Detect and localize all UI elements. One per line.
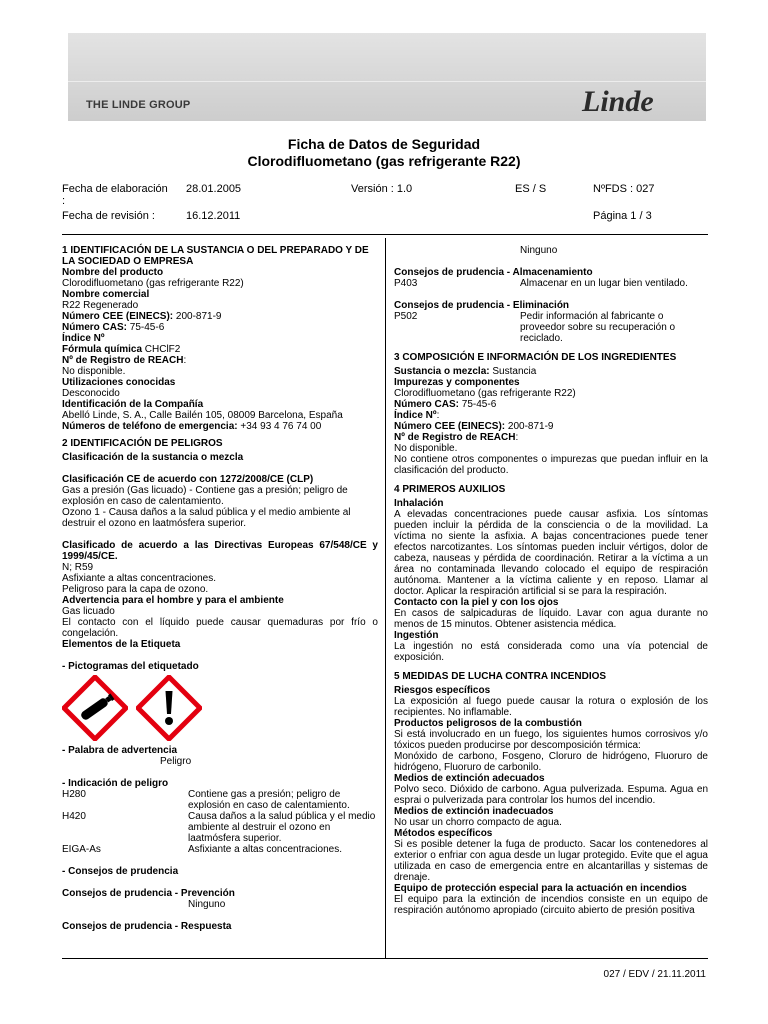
impurities-value: Clorodifluometano (gas refrigerante R22) xyxy=(394,388,576,399)
section-1-title: 1 IDENTIFICACIÓN DE LA SUSTANCIA O DEL PREPARADO Y DE LA SOCIEDAD O EMPRESA xyxy=(62,245,369,267)
cee-label: Número CEE (EINECS): xyxy=(62,311,174,322)
storage-row xyxy=(394,278,708,289)
section-5-title: 5 MEDIDAS DE LUCHA CONTRA INCENDIOS xyxy=(394,671,607,682)
hazard-text: Asfixiante a altas concentraciones. xyxy=(188,844,342,855)
unsuitable-extinguishing-label: Medios de extinción inadecuados xyxy=(394,806,554,817)
reach-label: Nº de Registro de REACH xyxy=(394,432,516,443)
formula-value: CHClF2 xyxy=(142,344,181,355)
specific-risks-label: Riesgos específicos xyxy=(394,685,491,696)
pictogram-label: - Pictogramas del etiquetado xyxy=(62,661,199,672)
footer-code: 027 / EDV / 21.11.2011 xyxy=(603,969,706,980)
specific-methods-label: Métodos específicos xyxy=(394,828,493,839)
index-label: Índice Nº xyxy=(394,410,437,421)
company-value: Abelló Linde, S. A., Calle Bailén 105, 08009 Barcelona, España xyxy=(62,410,343,421)
inhalation-text: A elevadas concentraciones puede causar asfixia. Los síntomas pueden incluir la pérdida de la consciencia o de la movilidad. La víctima no siente la asfixia. A bajas concentraciones puede tener efectos narcotizantes. Los síntomas pueden incluir vértigos, dolor de cabeza, nauseas y pérdida de coordinación. Retirar a la víctima a un área no contaminada llevando colocado el equipo de respiración autónoma. Mantener a la víctima caliente y en reposo. Llamar al doctor. Aplicar la respiración artificial si se para la respiración. xyxy=(394,509,708,597)
combustion-products-label: Productos peligrosos de la combustión xyxy=(394,718,582,729)
header-banner xyxy=(68,33,706,121)
index-colon: : xyxy=(436,410,440,421)
inhalation-label: Inhalación xyxy=(394,498,444,509)
reach-label: Nº de Registro de REACH xyxy=(62,355,184,366)
uses-label: Utilizaciones conocidas xyxy=(62,377,176,388)
cee-row-2 xyxy=(394,421,708,432)
product-name: Clorodifluometano (gas refrigerante R22) xyxy=(62,278,244,289)
page-number: Página 1 / 3 xyxy=(593,210,652,222)
trade-name: R22 Regenerado xyxy=(62,300,139,311)
title-line-2: Clorodifluometano (gas refrigerante R22) xyxy=(247,153,521,169)
substance-value: Sustancia xyxy=(489,366,537,377)
clp-1: Gas a presión (Gas licuado) - Contiene gas a presión; peligro de explosión en caso de calentamiento. xyxy=(62,485,348,507)
no-other-components: No contiene otros componentes o impurezas que puedan influir en la clasificación del producto. xyxy=(394,454,708,476)
left-column xyxy=(62,245,378,932)
hazard-row xyxy=(62,844,378,855)
index-row-2 xyxy=(394,410,708,421)
top-rule xyxy=(62,234,708,235)
reach-colon: : xyxy=(515,432,519,443)
protective-equipment-label: Equipo de protección especial para la actuación en incendios xyxy=(394,883,687,894)
signal-word: Peligro xyxy=(160,756,192,767)
phone-label: Números de teléfono de emergencia: xyxy=(62,421,238,432)
extinguishing-text: Polvo seco. Dióxido de carbono. Agua pulverizada. Espuma. Agua en esprai o pulverizada para controlar los humos del incendio. xyxy=(394,784,708,806)
storage-label: Consejos de prudencia - Almacenamiento xyxy=(394,267,593,278)
right-column xyxy=(394,245,708,916)
precaution-label: - Consejos de prudencia xyxy=(62,866,179,877)
protective-equipment-text: El equipo para la extinción de incendios consiste en un equipo de respiración autónomo apropiado (circuito abierto de presión positiva xyxy=(394,894,708,916)
hazard-row xyxy=(62,811,378,844)
document-title xyxy=(0,136,768,170)
warning-2: El contacto con el líquido puede causar quemaduras por frío o congelación. xyxy=(62,617,378,639)
impurities-label: Impurezas y componentes xyxy=(394,377,520,388)
elaboration-colon: : xyxy=(62,195,66,207)
directive-3: Peligroso para la capa de ozono. xyxy=(62,584,209,595)
cee-row xyxy=(62,311,378,322)
hazard-text: Causa daños a la salud pública y el medio ambiente al destruir el ozono en laatmósfera superior. xyxy=(188,811,376,844)
spacer xyxy=(62,877,378,888)
reach-value-2: No disponible. xyxy=(394,443,458,454)
prevention-value: Ninguno xyxy=(188,899,226,910)
exclamation-pictogram-icon xyxy=(136,675,202,741)
cas-label: Número CAS: xyxy=(62,322,128,333)
hazard-row xyxy=(62,789,378,811)
title-line-1: Ficha de Datos de Seguridad xyxy=(287,136,481,152)
cas-row xyxy=(62,322,378,333)
reach-row-2 xyxy=(394,432,708,443)
hazard-text: Contiene gas a presión; peligro de explosión en caso de calentamiento. xyxy=(188,789,350,811)
spacer xyxy=(62,910,378,921)
header-stripe xyxy=(68,81,706,82)
hazard-statement-label: - Indicación de peligro xyxy=(62,778,169,789)
hazard-code: EIGA-As xyxy=(62,844,101,855)
disposal-row xyxy=(394,311,708,344)
ingestion-text: La ingestión no está considerada como una vía potencial de exposición. xyxy=(394,641,708,663)
storage-code: P403 xyxy=(394,278,418,289)
classification-label: Clasificación de la sustancia o mezcla xyxy=(62,452,244,463)
extinguishing-label: Medios de extinción adecuados xyxy=(394,773,545,784)
spacer xyxy=(62,650,378,661)
substance-label: Sustancia o mezcla: xyxy=(394,366,490,377)
response-label: Consejos de prudencia - Respuesta xyxy=(62,921,232,932)
skin-eye-text: En casos de salpicaduras de líquido. Lavar con agua durante no menos de 15 minutos. Obtener asistencia médica. xyxy=(394,608,708,630)
combustion-products-1: Si está involucrado en un fuego, los siguientes humos corrosivos y/o tóxicos pueden producirse por descomposición térmica: xyxy=(394,729,708,751)
formula-row xyxy=(62,344,378,355)
directive-2: Asfixiante a altas concentraciones. xyxy=(62,573,216,584)
warning-label: Advertencia para el hombre y para el ambiente xyxy=(62,595,284,606)
company-label: Identificación de la Compañía xyxy=(62,399,204,410)
version: Versión : 1.0 xyxy=(351,183,413,195)
spacer xyxy=(62,529,378,540)
directive-label: Clasificado de acuerdo a las Directivas Europeas 67/548/CE y 1999/45/CE. xyxy=(62,540,378,562)
linde-logo-wordmark: Linde xyxy=(582,85,654,118)
hazard-code: H280 xyxy=(62,789,86,800)
prevention-label: Consejos de prudencia - Prevención xyxy=(62,888,235,899)
phone-value: +34 93 4 76 74 00 xyxy=(237,421,322,432)
unsuitable-extinguishing-text: No usar un chorro compacto de agua. xyxy=(394,817,562,828)
warning-1: Gas licuado xyxy=(62,606,115,617)
reach-row xyxy=(62,355,378,366)
spacer xyxy=(62,855,378,866)
revision-label: Fecha de revisión : xyxy=(62,210,155,222)
response-value: Ninguno xyxy=(520,245,558,256)
elaboration-date: 28.01.2005 xyxy=(186,183,242,195)
label-elements-label: Elementos de la Etiqueta xyxy=(62,639,181,650)
section-3-title: 3 COMPOSICIÓN E INFORMACIÓN DE LOS INGREDIENTES xyxy=(394,352,677,363)
bottom-rule xyxy=(62,958,708,959)
elaboration-label: Fecha de elaboración xyxy=(62,183,168,195)
index-label: Índice Nº xyxy=(62,333,105,344)
reach-value: No disponible. xyxy=(62,366,126,377)
spacer xyxy=(62,767,378,778)
reach-colon: : xyxy=(183,355,187,366)
cee-label: Número CEE (EINECS): xyxy=(394,421,506,432)
storage-text: Almacenar en un lugar bien ventilado. xyxy=(520,278,688,289)
cas-value: 75-45-6 xyxy=(459,399,497,410)
pictogram-row xyxy=(62,675,378,739)
uses-value: Desconocido xyxy=(62,388,120,399)
language: ES / S xyxy=(515,183,547,195)
section-4-title: 4 PRIMEROS AUXILIOS xyxy=(394,484,506,495)
disposal-text: Pedir información al fabricante o proveedor sobre su recuperación o reciclado. xyxy=(520,311,676,344)
clp-label: Clasificación CE de acuerdo con 1272/2008/CE (CLP) xyxy=(62,474,314,485)
ingestion-label: Ingestión xyxy=(394,630,439,641)
disposal-label: Consejos de prudencia - Eliminación xyxy=(394,300,570,311)
specific-risks-text: La exposición al fuego puede causar la rotura o explosión de los recipientes. No inflamable. xyxy=(394,696,708,718)
formula-label: Fórmula química xyxy=(62,344,143,355)
linde-logo xyxy=(580,85,690,119)
skin-eye-label: Contacto con la piel y con los ojos xyxy=(394,597,559,608)
spacer xyxy=(394,256,708,267)
cas-label: Número CAS: xyxy=(394,399,460,410)
fds-number: NºFDS : 027 xyxy=(593,183,655,195)
revision-date: 16.12.2011 xyxy=(186,210,241,222)
product-name-label: Nombre del producto xyxy=(62,267,164,278)
hazard-code: H420 xyxy=(62,811,86,822)
spacer xyxy=(62,463,378,474)
cee-value: 200-871-9 xyxy=(505,421,554,432)
section-2-title: 2 IDENTIFICACIÓN DE PELIGROS xyxy=(62,438,223,449)
disposal-code: P502 xyxy=(394,311,418,322)
gas-cylinder-pictogram-icon xyxy=(62,675,128,741)
phone-row xyxy=(62,421,378,432)
column-separator xyxy=(385,238,386,958)
cas-row-2 xyxy=(394,399,708,410)
linde-group-text: THE LINDE GROUP xyxy=(86,99,191,111)
clp-2: Ozono 1 - Causa daños a la salud pública y el medio ambiente al destruir el ozono en laatmósfera superior. xyxy=(62,507,351,529)
spacer xyxy=(394,289,708,300)
specific-methods-text: Si es posible detener la fuga de producto. Sacar los contenedores al exterior o enfriar con agua desde un lugar protegido. Evite que el agua utilizada en caso de emergencia entre en alcantarillas y sistemas de drenaje. xyxy=(394,839,708,883)
substance-row xyxy=(394,366,708,377)
cee-value: 200-871-9 xyxy=(173,311,222,322)
combustion-products-2: Monóxido de carbono, Fosgeno, Cloruro de hidrógeno, Fluoruro de hidrógeno, Fluoruro de carbonilo. xyxy=(394,751,708,773)
directive-1: N; R59 xyxy=(62,562,94,573)
cas-value: 75-45-6 xyxy=(127,322,165,333)
signal-word-label: - Palabra de advertencia xyxy=(62,745,178,756)
trade-name-label: Nombre comercial xyxy=(62,289,150,300)
